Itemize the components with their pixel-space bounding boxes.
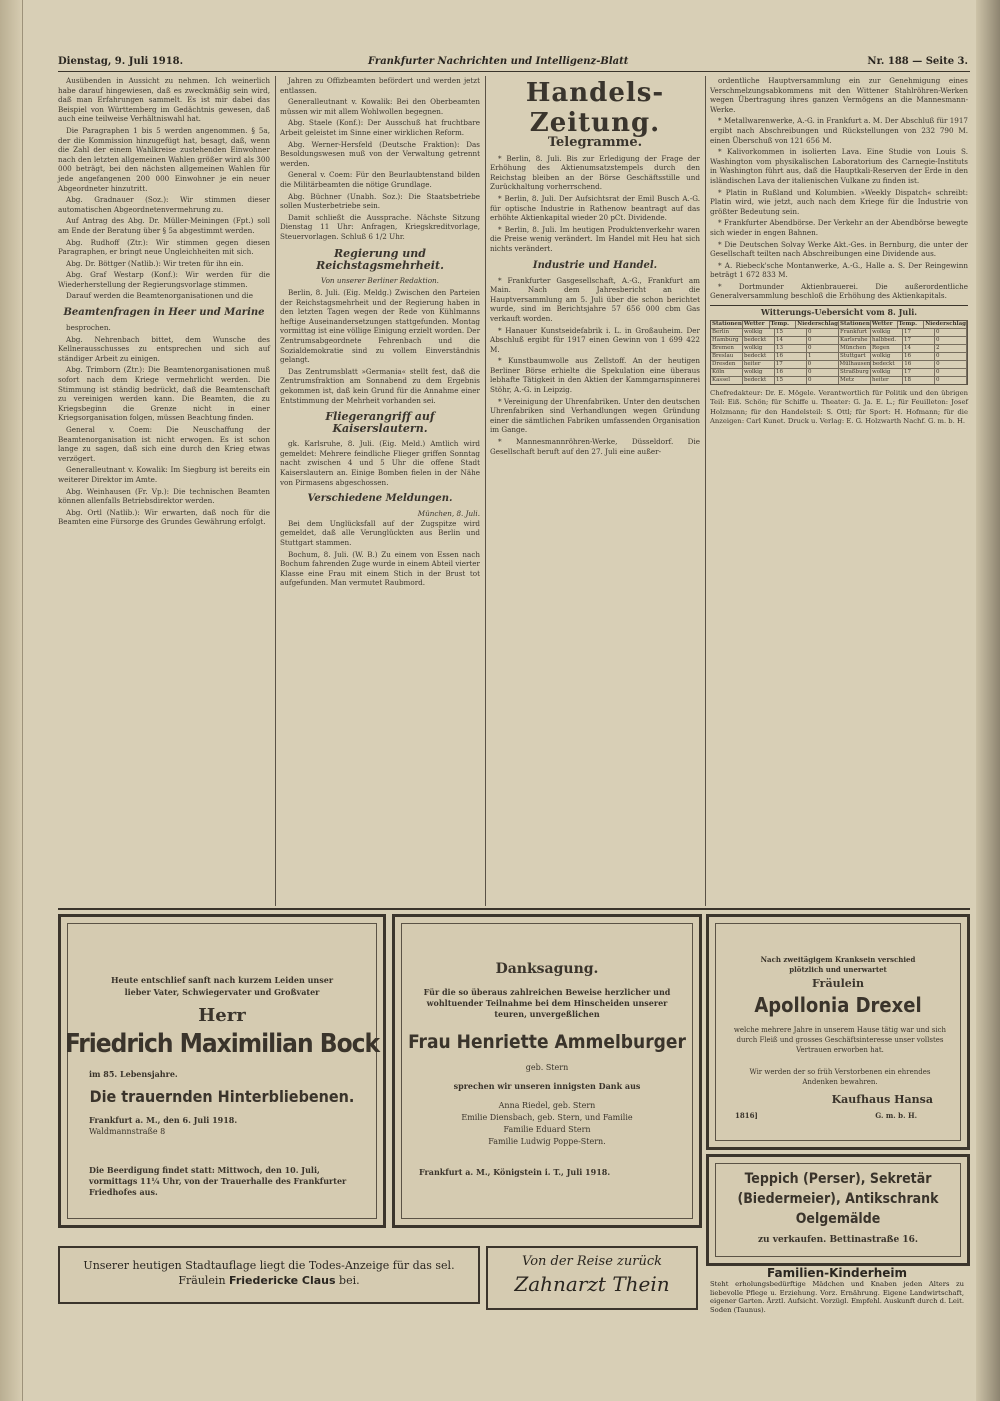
thanks-ammelburger [392, 914, 702, 1228]
thanks-title: Danksagung. [495, 961, 599, 977]
drexel-intro2: plötzlich und unerwartet [789, 965, 887, 974]
weather-cell: Karlsruhe [839, 337, 871, 344]
dentist-line1: Von der Reise zurück [522, 1254, 662, 1269]
thanks-signer: Familie Ludwig Poppe-Stern. [488, 1137, 606, 1146]
col1-paragraph: Auf Antrag des Abg. Dr. Müller-Meiningen (Fpt.) soll am Ende der Beratung über § 5a abgestimmt werden. [58, 216, 270, 235]
bock-place: Frankfurt a. M., den 6. Juli 1918. [89, 1115, 238, 1125]
col4-paragraph: * Platin in Rußland und Kolumbien. »Weekly Dispatch« schreibt: Platin wird, wie jetzt, auch nach dem Kriege für die Industrie von größter Bedeutung sein. [710, 187, 968, 216]
col2-paragraph: gk. Karlsruhe, 8. Juli. (Eig. Meld.) Amtlich wird gemeldet: Mehrere feindliche Flieger griffen Sonntag nacht zwischen 4 und 5 Uhr die offene Stadt Kaiserslautern an. Einige Bomben fielen in der Nähe von Pirmasens abgeschossen. [280, 439, 480, 487]
thanks-intro: Für die so überaus zahlreichen Beweise herzlicher und wohltuender Teilnahme bei dem Hinscheiden unserer teuren, unvergeßlichen [423, 987, 671, 1019]
weather-cell: 16 [775, 369, 807, 376]
header-newspaper-title: Frankfurter Nachrichten und Intelligenz-Blatt [368, 56, 629, 67]
thanks-signer: Anna Riedel, geb. Stern [498, 1101, 596, 1110]
weather-cell: Mülhausen [839, 360, 871, 367]
weather-cell: 0 [807, 361, 839, 368]
weather-body [711, 328, 967, 384]
weather-cell: 0 [807, 345, 839, 352]
weather-cell: Köln [711, 369, 743, 376]
col3-heading: Industrie und Handel. [532, 259, 658, 271]
page-header [58, 56, 968, 70]
col2-paragraph: Jahren zu Offizbeamten befördert und werden jetzt entlassen. [280, 76, 480, 95]
weather-cell: 0 [935, 369, 967, 376]
weather-cell: bedeckt [743, 353, 775, 360]
weather-cell: 16 [775, 353, 807, 360]
trade-section-title: Handels-Zeitung. [525, 78, 665, 138]
col4-paragraph: * Kalivorkommen in isolierten Lava. Eine Studie von Louis S. Washington vom physikalischen Laboratorium des Carnegie-Instituts in Washington führt aus, daß die Hauptkali-Reserven der Erde in den isländischen Lava der italienischen Vulkane zu finden ist. [710, 147, 968, 185]
bock-name: Friedrich Maximilian Bock [64, 1029, 380, 1059]
col2-heading-misc: Verschiedene Meldungen. [307, 493, 453, 505]
col2-paragraph: Abg. Büchner (Unabh. Soz.): Die Staatsbetriebe sollen Musterbetriebe sein. [280, 191, 480, 211]
weather-header-cell: Stationen [712, 320, 742, 327]
dentist-line2: Zahnarzt Thein [514, 1272, 670, 1296]
col1-paragraph: Abg. Rudhoff (Ztr.): Wir stimmen gegen diesen Paragraphen, er bringt neue Ungleichheiten mit sich. [58, 237, 270, 257]
col2-paragraph: General v. Coem: Für den Beurlaubtenstand bilden die Militärbeamten die nötige Grundlage. [280, 170, 480, 189]
weather-cell: Metz [839, 377, 871, 384]
col2-paragraph: Berlin, 8. Juli. (Eig. Meldg.) Zwischen den Parteien der Reichstagsmehrheit und der Regierung haben in den letzten Tagen wegen der Rede von Kühlmanns heftige Auseinandersetzungen stattgefunden. Montag vormittag ist eine völlige Einigung erzielt worden. Der Zentrumsabgeordnete Fehrenbach und die Sozialdemokratie sind zu vollem Einverständnis gelangt. [280, 288, 480, 365]
weather-header-cell: Temp. [770, 321, 797, 328]
weather-cell: 0 [807, 377, 839, 384]
col3-paragraph: * Frankfurter Gasgesellschaft, A.-G., Frankfurt am Main. Nach dem Jahresbericht an die Hauptversammlung am 5. Juli über die schon berichtet wurde, sind im Berichtsjahre 57 656 000 cbm Gas verkauft worden. [490, 275, 700, 323]
col3-paragraph: * Kunstbaumwolle aus Zellstoff. An der heutigen Berliner Börse erhielte die Spekulation eine überaus lebhafte Tätigkeit in den Aktien der Kammgarnspinnerei Stöhr, A.-G. in Leipzig. [490, 356, 700, 395]
weather-cell: 0 [935, 329, 967, 336]
col3-paragraph: * Berlin, 8. Juli. Bis zur Erledigung der Frage der Erhöhung des Aktienumsatzstempels durch den Reichstag bleiben an der Börse Geschäftsstille und Zurückhaltung vorherrschend. [490, 153, 700, 192]
ads-top-rule [58, 908, 970, 910]
obituary-drexel [706, 914, 970, 1150]
weather-cell: 0 [807, 369, 839, 376]
col2-paragraph: Bei dem Unglücksfall auf der Zugspitze wird gemeldet, daß alle Verunglückten aus Berlin und Stuttgart stammen. [280, 518, 480, 547]
weather-cell: bedeckt [871, 361, 903, 368]
drexel-code: 1816] [735, 1111, 758, 1120]
thanks-signer: Familie Eduard Stern [503, 1125, 591, 1134]
obituary-bock [58, 914, 386, 1228]
weather-cell: 13 [775, 345, 807, 352]
column-news [280, 76, 480, 906]
weather-cell: 17 [903, 337, 935, 344]
weather-cell: 0 [935, 377, 967, 384]
home-title: Familien-Kinderheim [767, 1266, 907, 1280]
col1-paragraph: General v. Coem: Die Neuschaffung der Beamtenorganisation ist nicht erwogen. Es ist schon lange zu sagen, daß sich eine durch den Krieg etwas verzögert. [58, 425, 270, 463]
weather-row [711, 360, 967, 368]
weather-cell: wolkig [871, 329, 903, 336]
weather-cell: halbbed. [871, 337, 903, 344]
imprint: Chefredakteur: Dr. E. Mögele. Verantwortlich für Politik und den übrigen Teil: Eiß. Schön; für Schiffe u. Theater: G. Ja. E. L.; für Feuilleton: Josef Holzmann; für den Handelsteil: S. Ottl; für Sport: H. Hofmann; für die Anzeigen: Carl Kunet. Druck u. Verlag: E. G. Holzwarth Nachf. G. m. b. H. [710, 388, 968, 426]
ad-carpet-sale [706, 1154, 970, 1266]
col1-paragraph: Ausübenden in Aussicht zu nehmen. Ich weinerlich habe darauf hingewiesen, daß es zweckmäßig sein wird, daß man Erfahrungen sammelt. Es ist mir dabei das Beispiel von Württemberg im Gedächtnis gewesen, daß auch eine teilweise Verhältniswahl hat. [58, 76, 270, 124]
home-text: Steht erholungsbedürftige Mädchen und Knaben jeden Alters zu liebevolle Pflege u. Erziehung. Vorz. Ernährung. Eigene Landwirtschaft, eigener Garten. Ärztl. Aufsicht. Vorzügl. Empfehl. Auskunft durch d. Leit. Soden (Taunus). [710, 1280, 964, 1314]
bock-mourners: Die trauernden Hinterbliebenen. [89, 1087, 355, 1106]
col2-heading-air-raid: Fliegerangriff auf Kaiserslautern. [325, 410, 435, 436]
col1-paragraph: Abg. Ortl (Natlib.): Wir erwarten, daß noch für die Beamten eine Fürsorge des Grundes Gewährung erfolgt. [58, 507, 270, 527]
weather-cell: Regen [871, 345, 903, 352]
weather-cell: 0 [807, 337, 839, 344]
col4-paragraph: * A. Riebeck'sche Montanwerke, A.-G., Halle a. S. Der Reingewinn beträgt 1 672 833 M. [710, 260, 968, 280]
weather-header-cell: Wetter [871, 321, 898, 328]
weather-cell: 17 [903, 369, 935, 376]
weather-row [711, 352, 967, 360]
col1-paragraph: Abg. Gradnauer (Soz.): Wir stimmen dieser automatischen Abgeordnetenvermehrung zu. [58, 195, 270, 214]
col1-paragraph: Abg. Nehrenbach bittet, dem Wunsche des Kellnerausschusses zu entsprechen und sich auf ständiger Arbeit zu einigen. [58, 334, 270, 363]
col4-paragraph: * Frankfurter Abendbörse. Der Verkehr an der Abendbörse bewegte sich wieder in engen Bahnen. [710, 218, 968, 237]
notice-name: Friedericke Claus [229, 1274, 336, 1287]
weather-cell: 0 [807, 329, 839, 336]
col4-paragraph: * Metallwarenwerke, A.-G. in Frankfurt a. M. Der Abschluß für 1917 ergibt nach Abschreibungen und Rückstellungen von 232 790 M. einen Überschuß von 121 656 M. [710, 116, 968, 145]
weather-cell: München [839, 345, 871, 352]
col3-paragraph: * Berlin, 8. Juli. Der Aufsichtsrat der Emil Busch A.-G. für optische Industrie in Rathenow beantragt auf das erhöhte Aktienkapital wieder 20 pCt. Dividende. [490, 193, 700, 223]
weather-cell: wolkig [871, 353, 903, 360]
carpet-line3: Oelgemälde [795, 1211, 881, 1227]
col4-paragraph: * Die Deutschen Solvay Werke Akt.-Ges. in Bernburg, die unter der Gesellschaft teilten nach Abschreibungen eine Dividende aus. [710, 239, 968, 259]
weather-cell: 0 [935, 361, 967, 368]
weather-cell: 15 [775, 377, 807, 384]
weather-row [711, 336, 967, 344]
bock-street: Waldmannstraße 8 [89, 1127, 166, 1136]
notice-end: bei. [339, 1274, 360, 1287]
weather-title: Witterungs-Uebersicht vom 8. Juli. [710, 305, 968, 318]
col1-paragraph: Darauf werden die Beamtenorganisationen und die [66, 291, 253, 301]
weather-row [711, 376, 967, 384]
col2-paragraph: Das Zentrumsblatt »Germania« stellt fest, daß die Zentrumsfraktion am Sonnabend zu dem Ergebnis gekommen ist, daß kein Grund für die Annahme einer Entstimmung der Mehrheit vorhanden sei. [280, 366, 480, 405]
weather-cell: wolkig [743, 345, 775, 352]
notice-text-block [70, 1258, 468, 1288]
bock-intro1: Heute entschlief sanft nach kurzem Leiden unser [110, 975, 334, 985]
weather-cell: heiter [743, 361, 775, 368]
column-divider [485, 76, 486, 906]
weather-cell: bedeckt [743, 337, 775, 344]
weather-cell: Kassel [711, 377, 743, 384]
ad-dentist [486, 1246, 698, 1310]
col2-paragraph: Abg. Werner-Hersfeld (Deutsche Fraktion): Das Besoldungswesen muß von der Verwaltung getrennt werden. [280, 139, 480, 168]
col1-paragraph: Abg. Trimborn (Ztr.): Die Beamtenorganisationen muß sofort nach dem Kriege vermehrlicht werden. Die Stimmung ist ständig bedrückt, daß die Beamtenschaft zu vereinigen werden kann. Die Beamten, die zu Kriegsbeginn die Grenze nicht in einer Kriegsorganisation folgen, müssen Beachtung finden. [58, 365, 270, 423]
weather-cell: 1 [807, 353, 839, 360]
weather-cell: wolkig [743, 329, 775, 336]
col4-paragraph: * Dortmunder Aktienbrauerei. Die außerordentliche Generalversammlung beschloß die Erhöhung des Aktienkapitals. [710, 281, 968, 301]
weather-cell: 16 [903, 361, 935, 368]
weather-row [711, 328, 967, 336]
weather-cell: heiter [871, 377, 903, 384]
weather-cell: 17 [903, 329, 935, 336]
header-rule [58, 71, 970, 72]
bock-intro2: lieber Vater, Schwiegervater und Großvater [124, 987, 320, 997]
drexel-title: Fräulein [812, 977, 864, 990]
col1-paragraph: Abg. Dr. Böttger (Natlib.): Wir treten für ihn ein. [66, 258, 244, 268]
carpet-line1: Teppich (Perser), Sekretär [744, 1171, 932, 1187]
weather-cell: Frankfurt [839, 329, 871, 336]
header-date: Dienstag, 9. Juli 1918. [58, 56, 184, 67]
drexel-intro1: Nach zweitägigem Kranksein verschied [760, 955, 916, 964]
drexel-text: welche mehrere Jahre in unserem Hause tätig war und sich durch Fleiß und grosses Geschäftsinteresse unser vollstes Vertrauen erworben hat. [733, 1026, 947, 1054]
weather-row [711, 344, 967, 352]
notice-text: Unserer heutigen Stadtauflage liegt die Todes-Anzeige für das sel. Fräulein [83, 1259, 455, 1287]
weather-header-cell: Niederschlag [797, 320, 838, 327]
col1-paragraph: Abg. Graf Westarp (Konf.): Wir werden für die Wiederherstellung der Regierungsvorlage stimmen. [58, 270, 270, 289]
weather-header-row [711, 321, 967, 328]
weather-cell: wolkig [743, 369, 775, 376]
weather-cell: 18 [903, 377, 935, 384]
weather-cell: bedeckt [743, 377, 775, 384]
weather-header-cell: Stationen [840, 320, 870, 327]
column-politics [58, 76, 270, 906]
weather-cell: 17 [775, 361, 807, 368]
weather-header-cell: Wetter [743, 321, 770, 328]
ad-childrens-home [710, 1266, 964, 1326]
weather-header-cell: Temp. [898, 321, 925, 328]
col3-paragraph: * Berlin, 8. Juli. Im heutigen Produktenverkehr waren die Preise wenig verändert. Im Handel mit Heu hat sich nichts verändert. [490, 224, 700, 253]
col2-subheading: Von unserer Berliner Redaktion. [321, 275, 439, 285]
column-divider [705, 76, 706, 906]
col2-dateline: München, 8. Juli. [417, 509, 480, 519]
col2-paragraph: Bochum, 8. Juli. (W. B.) Zu einem von Essen nach Bochum fahrenden Zuge wurde in einem Abteil vierter Klasse eine Frau mit einem Stich in der Brust tot aufgefunden. Man vermutet Raubmord. [280, 549, 480, 588]
weather-cell: Straßburg [839, 369, 871, 376]
col3-paragraph: * Mannesmannröhren-Werke, Düsseldorf. Die Gesellschaft beruft auf den 27. Juli eine außer- [490, 437, 700, 456]
bock-funeral: Die Beerdigung findet statt: Mittwoch, den 10. Juli, vormittags 11¼ Uhr, von der Trauerhalle des Frankfurter Friedhofes aus. [89, 1165, 347, 1197]
col1-paragraph: Die Paragraphen 1 bis 5 werden angenommen. § 5a, der die Kommission hinzugefügt hat, besagt, daß, wenn die Zahl der einem Wahlkreise zustehenden Einwohner nach den letzten allgemeinen Wahlen größer wird als 300 000 beträgt, bei den nächsten allgemeinen Wahlen für jede angefangenen 200 000 Einwohner je ein neuer Abgeordneter hinzutritt. [58, 125, 270, 193]
col2-paragraph: Abg. Staele (Konf.): Der Ausschuß hat fruchtbare Arbeit geleistet im Sinne einer wirklichen Reform. [280, 118, 480, 137]
col1-paragraph: Abg. Weinhausen (Fr. Vp.): Die technischen Beamten können allenfalls Betriebsdirektor werden. [58, 486, 270, 506]
header-page-number: Nr. 188 — Seite 3. [867, 56, 968, 67]
thanks-place: Frankfurt a. M., Königstein i. T., Juli 1918. [419, 1167, 611, 1177]
weather-cell: Hamburg [711, 337, 743, 344]
column-business [710, 76, 968, 906]
drexel-company: Kaufhaus Hansa [831, 1093, 933, 1106]
weather-cell: 0 [935, 337, 967, 344]
thanks-signer: Emilie Diensbach, geb. Stern, und Familie [461, 1113, 633, 1122]
weather-cell: wolkig [871, 369, 903, 376]
drexel-gmbh: G. m. b. H. [875, 1111, 917, 1120]
thanks-text: sprechen wir unseren innigsten Dank aus [453, 1081, 641, 1091]
weather-cell: Stuttgart [839, 353, 871, 360]
weather-header-cell: Niederschlag [925, 320, 966, 327]
col4-paragraph: ordentliche Hauptversammlung ein zur Genehmigung eines Verschmelzungsabkommens mit den Wittener Stahlröhren-Werken wegen Übertragung ihres ganzen Vermögens an die Mannesmann-Werke. [710, 76, 968, 114]
drexel-text2: Wir werden der so früh Verstorbenen ein ehrendes Andenken bewahren. [749, 1068, 931, 1086]
weather-cell: Berlin [711, 329, 743, 336]
weather-cell: Breslau [711, 353, 743, 360]
weather-cell: Dresden [711, 361, 743, 368]
carpet-line4: zu verkaufen. Bettinastraße 16. [757, 1235, 919, 1245]
column-trade [490, 76, 700, 906]
col1-paragraph: besprochen. [66, 323, 111, 333]
binding-edge-left [0, 0, 23, 1401]
col2-paragraph: Generalleutnant v. Kowalik: Bei den Oberbeamten müssen wir mit allem Wohlwollen begegnen. [280, 97, 480, 116]
weather-cell: 0 [935, 353, 967, 360]
col2-paragraph: Damit schließt die Aussprache. Nächste Sitzung Dienstag 11 Uhr: Anfragen, Kriegskreditvorlage, Steuervorlagen. Schluß 6 1/2 Uhr. [280, 212, 480, 241]
notice-city-edition [58, 1246, 480, 1304]
col1-paragraph: Generalleutnant v. Kowalik: Im Siegburg ist bereits ein weiterer Direktor im Amte. [58, 465, 270, 484]
col3-paragraph: * Vereinigung der Uhrenfabriken. Unter den deutschen Uhrenfabriken sind Verhandlungen wegen Gründung einer die sämtlichen Fabriken umfassenden Organisation im Gange. [490, 396, 700, 435]
thanks-name: Frau Henriette Ammelburger [408, 1031, 686, 1053]
weather-cell: 2 [935, 345, 967, 352]
thanks-nee: geb. Stern [525, 1063, 569, 1072]
drexel-name: Apollonia Drexel [754, 993, 922, 1017]
weather-cell: 14 [903, 345, 935, 352]
telegrams-heading: Telegramme. [547, 135, 643, 150]
bock-age: im 85. Lebensjahre. [89, 1069, 178, 1079]
col3-paragraph: * Hanauer Kunstseidefabrik i. L. in Großauheim. Der Abschluß ergibt für 1917 einen Gewinn von 1 699 422 M. [490, 325, 700, 354]
carpet-line2: (Biedermeier), Antikschrank [737, 1191, 939, 1207]
col1-heading: Beamtenfragen in Heer und Marine [63, 307, 265, 319]
page-edge-right [976, 0, 1000, 1401]
weather-cell: Bremen [711, 345, 743, 352]
weather-cell: 14 [775, 337, 807, 344]
bock-title: Herr [198, 1005, 246, 1026]
weather-cell: 15 [775, 329, 807, 336]
col2-heading-government: Regierung und Reichstagsmehrheit. [316, 246, 444, 272]
weather-row [711, 368, 967, 376]
weather-table [710, 320, 968, 385]
weather-cell: 16 [903, 353, 935, 360]
column-divider [275, 76, 276, 906]
